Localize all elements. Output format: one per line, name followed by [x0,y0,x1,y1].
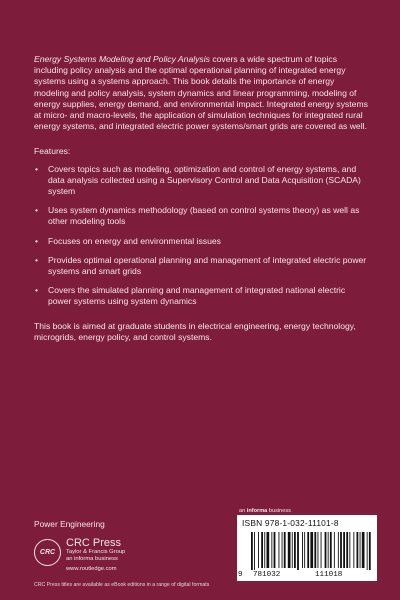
barcode-bar [360,532,361,568]
isbn-number: ISBN 978-1-032-11101-8 [242,518,339,528]
feature-text: Provides optimal operational planning and management of integrated electric power systems and smart grids [48,254,367,277]
publisher-block [34,537,125,573]
barcode-bar [284,532,286,568]
barcode-bar [288,532,291,568]
book-title: Energy Systems Modeling and Policy Analysis [34,54,210,64]
publisher-name: CRC Press [66,537,122,549]
bullet-icon: • [35,254,39,265]
informa-suffix: business [267,508,291,514]
barcode-bar [346,532,348,568]
isbn-barcode-box [237,515,377,581]
barcode-bar [367,532,368,570]
intro-text: covers a wide spectrum of topics including policy analysis and the optimal operational planning of integrated energy systems using a systems approach. This book details the importance of energy modeling and policy analysis, system dynamics and linear programming, modeling of energy supplies, energy demand, and environmental impact. Integrated energy systems at micro- and macro-levels, the application of simulation techniques for integrated rural energy systems, and integrated electric power systems/smart grids are covered as well. [34,54,368,132]
barcode-bar [310,532,313,568]
bullet-icon: • [35,235,39,246]
barcode-bar [338,532,339,568]
barcode-bar [325,532,327,568]
informa-prefix: an [239,508,247,514]
bullet-icon: • [35,163,39,174]
barcode-bar [357,532,359,568]
features-list [34,164,369,308]
list-item [34,255,369,277]
barcode-bar [330,532,332,568]
barcode-bar [302,532,303,568]
barcode-bar [340,532,342,568]
barcode-bar [254,532,255,570]
barcode-bar [294,532,296,568]
feature-text: Uses system dynamics methodology (based on control systems theory) as well as other modeling tools [48,205,360,227]
barcode-icon [241,532,373,570]
barcode-digits-left: 781032 [253,571,281,579]
barcode-bar [264,532,265,568]
barcode-bar [349,532,350,568]
series-label: Power Engineering [34,519,105,529]
barcode-bar [328,532,329,568]
barcode-bar [251,532,253,570]
list-item [34,164,369,198]
publisher-text [66,537,125,573]
informa-business-label [239,508,291,514]
barcode-bar [282,532,283,568]
informa-brand: informa [246,508,268,514]
barcode-bar [353,532,354,568]
barcode-bar [279,532,280,568]
bullet-icon: • [35,285,39,296]
barcode-digits-right: 111018 [315,571,343,579]
intro-paragraph [34,54,369,132]
barcode-bar [267,532,270,568]
barcode-bar [274,532,276,568]
publisher-business: an informa business [66,556,118,563]
barcode-bar [321,532,322,568]
barcode-bar [362,532,365,568]
list-item [34,236,369,247]
list-item [34,285,369,307]
barcode-bar [304,532,305,568]
barcode-bar [261,532,263,568]
list-item [34,205,369,227]
back-cover-text [34,54,369,343]
barcode-bar [369,532,371,570]
barcode-bar [314,532,316,568]
feature-text: Covers topics such as modeling, optimization and control of energy systems, and data analysis collected using a Supervisory Control and Data Acquisition (SCADA) system [48,163,361,197]
barcode-bar [307,532,309,568]
barcode-digit-first: 9 [238,571,243,579]
features-heading: Features: [34,146,71,157]
audience-paragraph: This book is aimed at graduate students in electrical engineering, energy technology, microgrids, energy policy, and control systems. [34,320,356,342]
ebook-footnote: CRC Press titles are available as eBook editions in a range of digital formats [34,582,210,588]
crc-press-logo-icon: CRC [34,539,61,566]
publisher-group: Taylor & Francis Group [66,549,126,555]
barcode-bar [343,532,345,568]
barcode-bar [258,532,259,568]
barcode-bar [292,532,293,568]
bullet-icon: • [35,205,39,216]
barcode-bar [334,532,335,568]
barcode-bar [318,532,319,568]
barcode-bar [271,532,272,568]
publisher-url[interactable]: www.routledge.com [66,565,117,572]
barcode-bar [297,532,299,570]
feature-text: Focuses on energy and environmental issues [48,235,221,246]
feature-text: Covers the simulated planning and management of integrated national electric power systems using system dynamics [48,285,346,307]
